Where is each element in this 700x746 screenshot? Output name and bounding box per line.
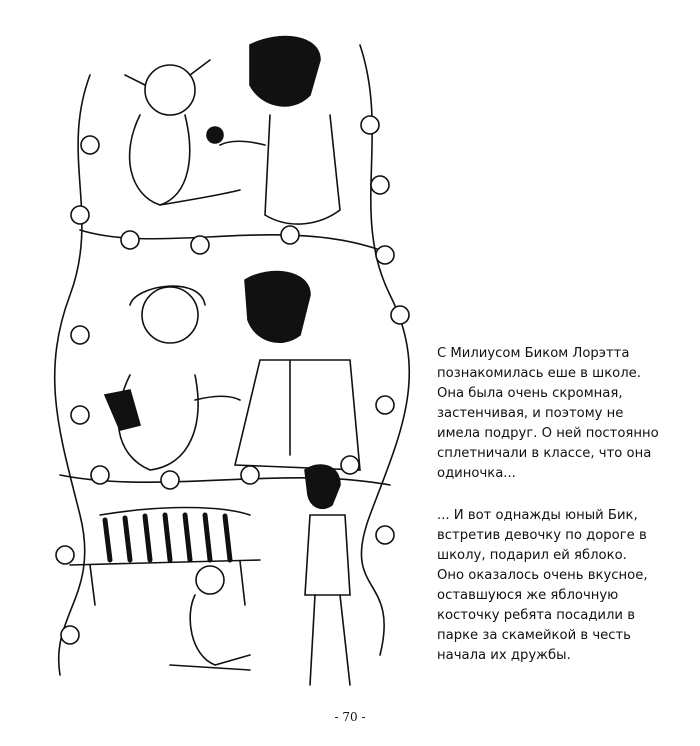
apple	[207, 127, 223, 143]
boy-standing	[305, 465, 350, 685]
vine-left	[55, 75, 90, 675]
park-bench	[70, 508, 260, 606]
ink-drawing	[20, 15, 440, 705]
flowers	[56, 116, 409, 644]
boy-middle	[235, 272, 360, 470]
boy-top	[220, 37, 340, 224]
story-paragraph-1: С Милиусом Биком Лорэтта познакомилась еше в школе. Она была очень скромная, застенчивая, и поэтому не имела подруг. О ней постоянно сплетничали в классе, что она одиночка...	[437, 346, 659, 481]
story-illustration	[20, 15, 440, 705]
girl-kneeling	[170, 566, 250, 670]
vine-right	[360, 45, 409, 655]
story-text	[437, 344, 687, 688]
girl-middle	[105, 286, 240, 470]
story-paragraph-2: ... И вот однажды юный Бик, встретив девочку по дороге в школу, подарил ей яблоко. Оно оказалось очень вкусное, оставшуюся же яблочную косточку ребята посадили в парке за скамейкой в честь начала их дружбы.	[437, 508, 648, 663]
page-number: - 70 -	[334, 710, 366, 724]
